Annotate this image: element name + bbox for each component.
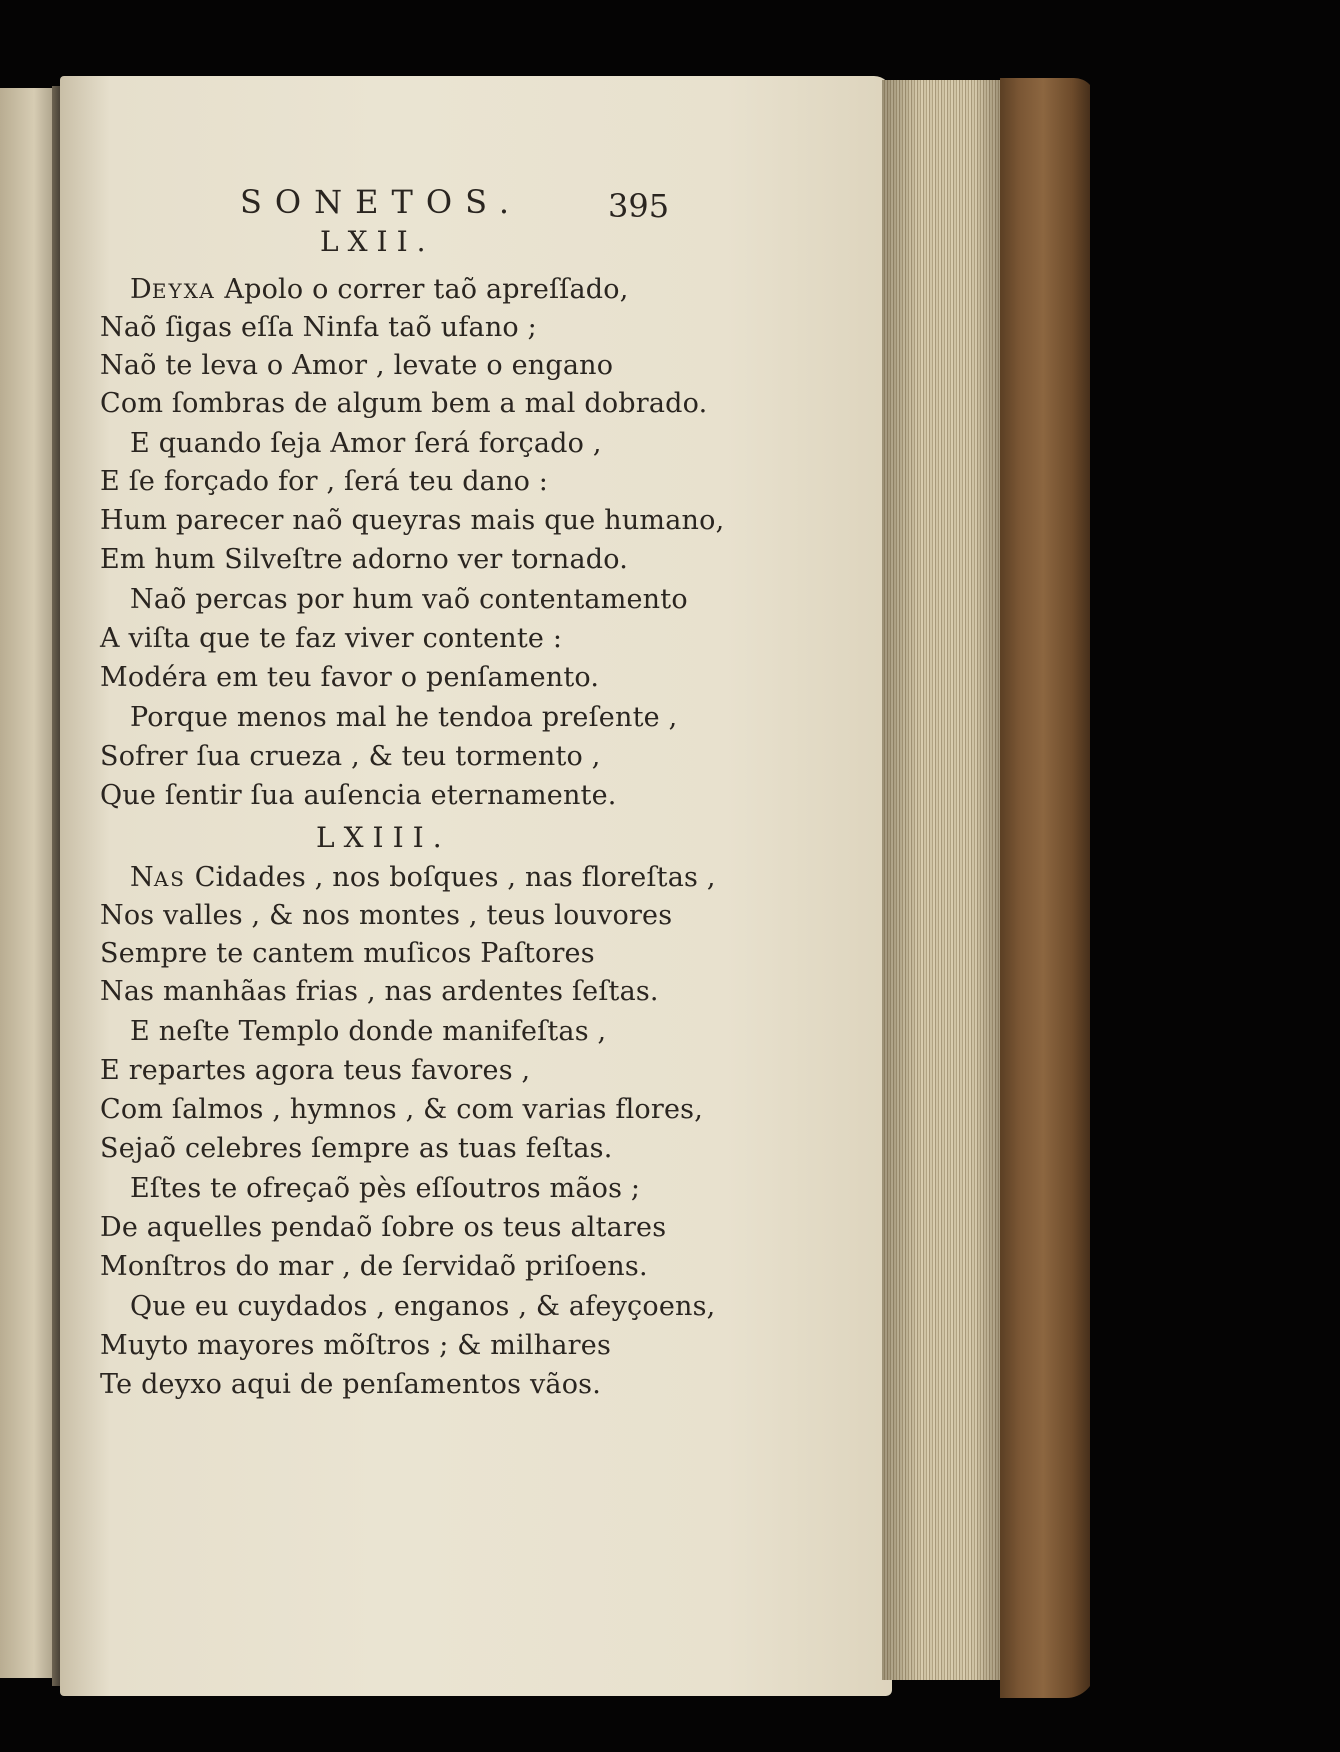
sonnet-line: E neſte Templo donde manifeſtas , (130, 1016, 607, 1047)
leather-cover (1000, 78, 1096, 1698)
sonnet-number: LXII. (320, 225, 435, 258)
sonnet-line: Muyto mayores mõſtros ; & milhares (100, 1330, 612, 1361)
sonnet-line: Hum parecer naõ queyras mais que humano, (100, 505, 725, 536)
sonnet-line: Naõ percas por hum vaõ contentamento (130, 584, 688, 615)
sonnet-line: Que ſentir ſua auſencia eternamente. (100, 780, 617, 811)
sonnet-line: Sofrer ſua crueza , & teu tormento , (100, 741, 601, 772)
sonnet-line: De aquelles pendaõ ſobre os teus altares (100, 1212, 667, 1243)
sonnet-line: Modéra em teu favor o penſamento. (100, 662, 600, 693)
sonnet-line: A viſta que te faz viver contente : (100, 623, 563, 654)
line-rest: Cidades , nos boſques , nas floreſtas , (185, 862, 716, 893)
sonnet-line: Com ſalmos , hymnos , & com varias flores, (100, 1094, 703, 1125)
sonnet-line: Com ſombras de algum bem a mal dobrado. (100, 388, 708, 419)
initial-letter: D (130, 274, 152, 305)
sonnet-line: E quando ſeja Amor ſerá forçado , (130, 428, 602, 459)
sonnet-line: Porque menos mal he tendoa preſente , (130, 702, 678, 733)
sonnet-line: Que eu cuydados , enganos , & afeyçoens, (130, 1291, 716, 1322)
sonnet-line: E ſe forçado for , ſerá teu dano : (100, 466, 549, 497)
sonnet-line: Naõ te leva o Amor , levate o engano (100, 350, 614, 381)
sonnet-first-line (130, 864, 716, 891)
smallcaps-word: AS (153, 867, 186, 891)
sonnet-line: Em hum Silveſtre adorno ver tornado. (100, 544, 629, 575)
background (1090, 60, 1340, 1752)
line-rest: Apolo o correr taõ apreſſado, (215, 274, 629, 305)
page-edges-shade (882, 80, 1012, 1680)
sonnet-line: Sempre te cantem muſicos Paſtores (100, 938, 595, 969)
sonnet-line: Naõ ſigas eſſa Ninfa taõ ufano ; (100, 312, 537, 343)
initial-letter: N (130, 862, 154, 893)
running-header: SONETOS. (240, 183, 523, 221)
page-number: 395 (608, 187, 670, 225)
sonnet-line: Te deyxo aqui de penſamentos vãos. (100, 1369, 601, 1400)
smallcaps-word: EYXA (151, 279, 216, 303)
sonnet-line: Sejaõ celebres ſempre as tuas feſtas. (100, 1133, 613, 1164)
sonnet-line: Eſtes te ofreçaõ pès eſſoutros mãos ; (130, 1173, 641, 1204)
sonnet-line: Nos valles , & nos montes , teus louvores (100, 900, 673, 931)
sonnet-first-line (130, 276, 629, 303)
sonnet-line: Monſtros do mar , de ſervidaõ priſoens. (100, 1251, 648, 1282)
sonnet-line: Nas manhãas frias , nas ardentes ſeſtas. (100, 976, 659, 1007)
sonnet-line: E repartes agora teus favores , (100, 1055, 531, 1086)
sonnet-number: LXIII. (316, 821, 451, 854)
